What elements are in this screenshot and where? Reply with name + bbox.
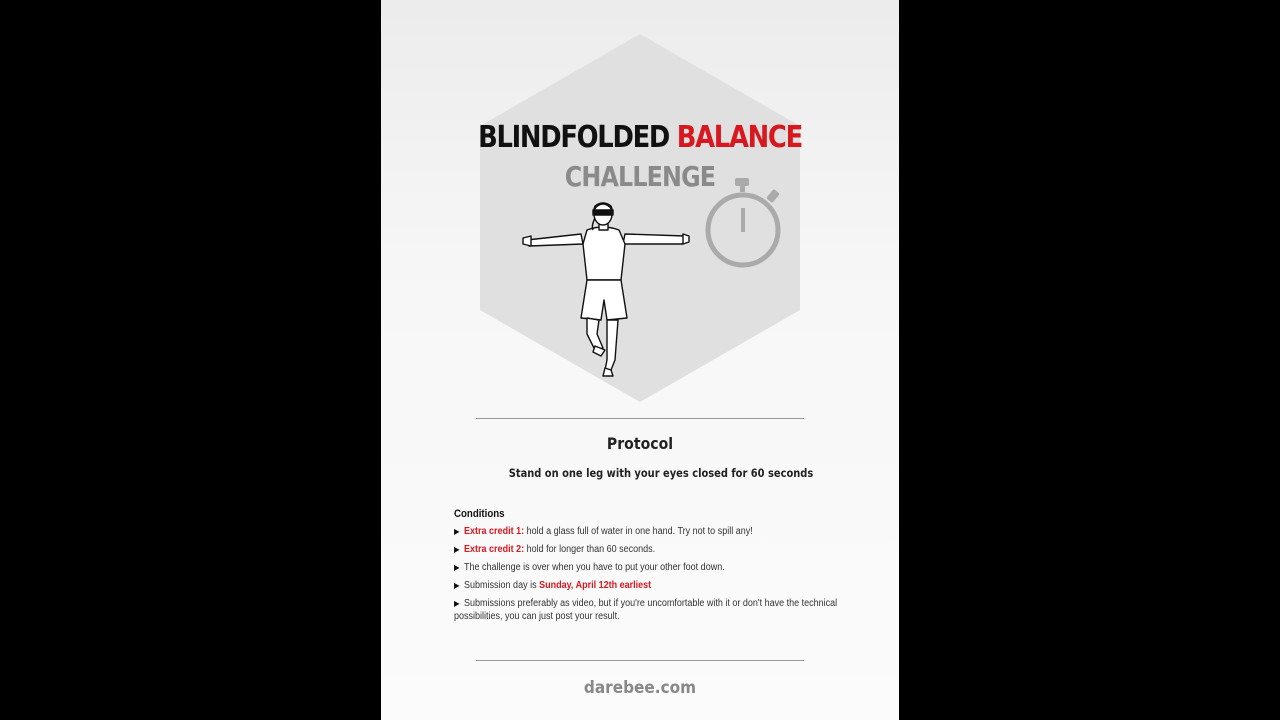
- condition-text: hold a glass full of water in one hand. Try not to spill any!: [524, 526, 753, 537]
- triangle-bullet-icon: ▶: [454, 545, 460, 554]
- condition-item: [454, 543, 855, 556]
- triangle-bullet-icon: ▶: [454, 599, 460, 608]
- condition-text: The challenge is over when you have to put your other foot down.: [464, 562, 725, 573]
- condition-text: hold for longer than 60 seconds.: [524, 544, 656, 555]
- triangle-bullet-icon: ▶: [454, 581, 460, 590]
- divider-top: [476, 418, 804, 419]
- conditions-list: [454, 525, 884, 628]
- triangle-bullet-icon: ▶: [454, 527, 460, 536]
- footer-website: darebee.com: [583, 678, 697, 698]
- stopwatch-icon: [703, 176, 789, 272]
- condition-item: [454, 561, 855, 574]
- poster-title: [417, 120, 862, 155]
- condition-text: Submissions preferably as video, but if you're uncomfortable with it or don't have the technical possibilities, you can just post your result.: [454, 598, 838, 622]
- condition-highlight: Extra credit 1:: [464, 526, 525, 537]
- condition-item: [454, 525, 855, 538]
- blindfolded-person-icon: [521, 200, 691, 380]
- triangle-bullet-icon: ▶: [454, 563, 460, 572]
- condition-text: Submission day is: [464, 580, 540, 591]
- condition-item: [454, 597, 855, 623]
- challenge-poster: [381, 0, 899, 720]
- divider-bottom: [476, 660, 804, 661]
- poster-subtitle: CHALLENGE: [564, 160, 716, 193]
- condition-item: [454, 579, 855, 592]
- condition-highlight: Sunday, April 12th earliest: [539, 580, 652, 591]
- condition-highlight: Extra credit 2:: [464, 544, 525, 555]
- protocol-text: Stand on one leg with your eyes closed for 60 seconds: [508, 466, 814, 480]
- conditions-title: Conditions: [454, 508, 505, 520]
- title-word-blindfolded: BLINDFOLDED: [478, 120, 670, 155]
- title-word-balance: BALANCE: [676, 120, 802, 155]
- protocol-title: Protocol: [606, 434, 674, 453]
